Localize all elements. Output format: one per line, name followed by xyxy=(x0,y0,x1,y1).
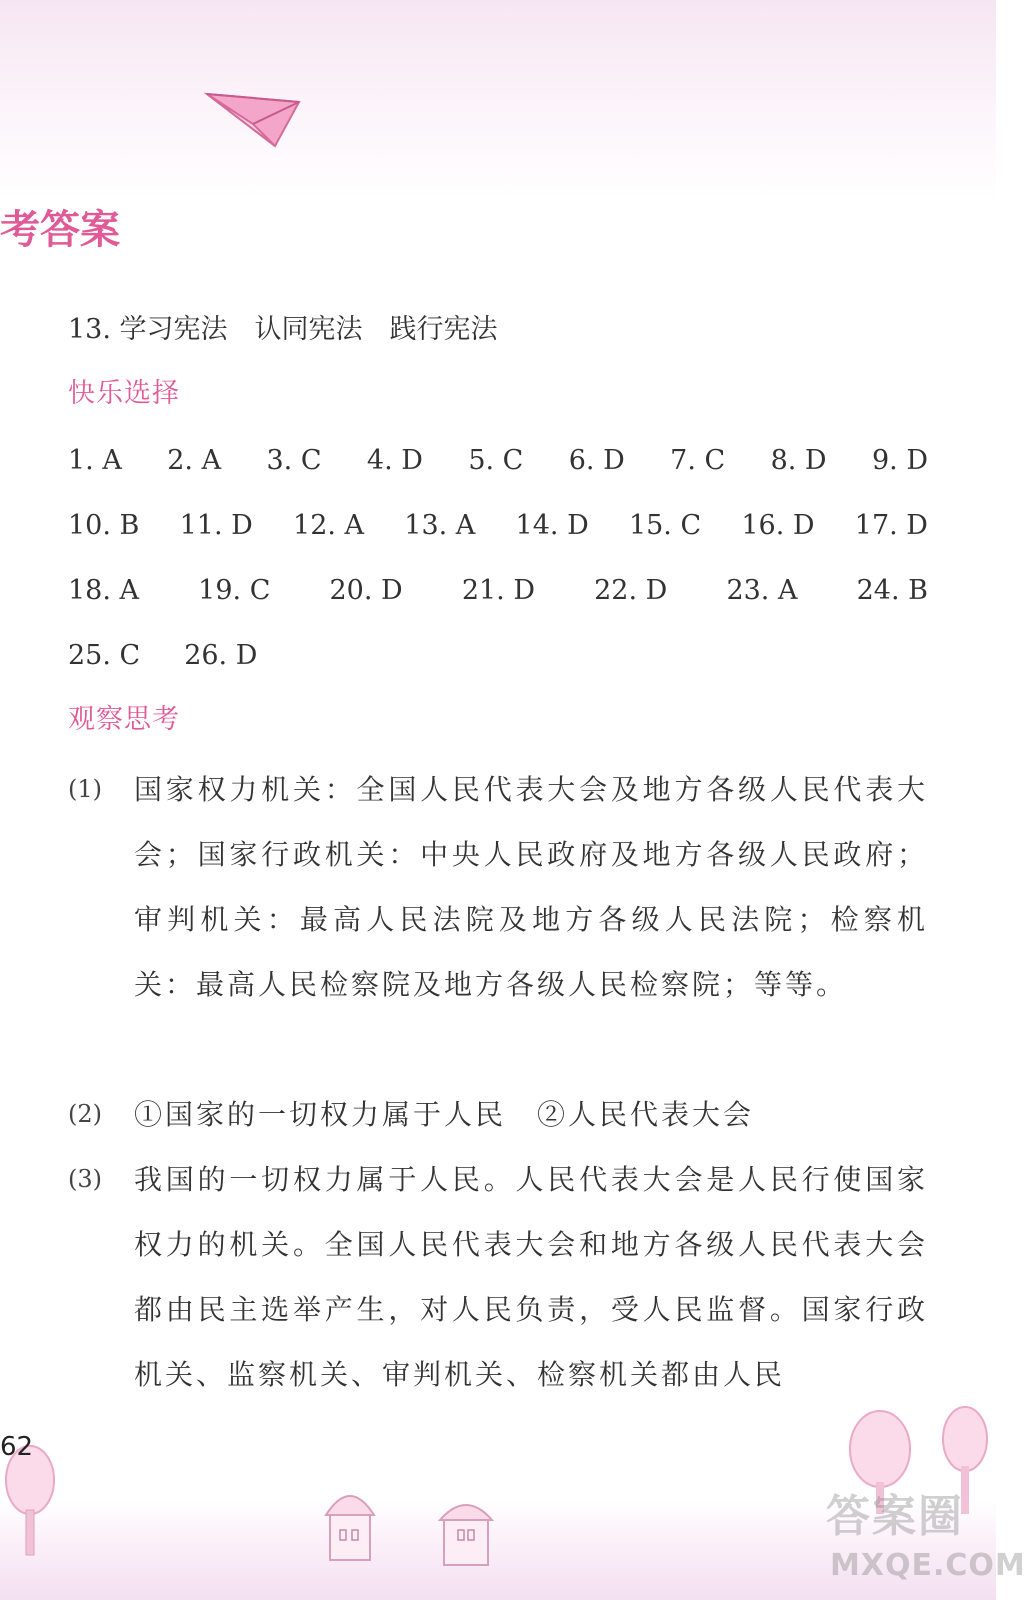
answer-item: 1. A xyxy=(68,444,122,476)
section-heading-observe: 观察思考 xyxy=(68,704,180,735)
section-heading-choice: 快乐选择 xyxy=(68,378,180,409)
observe-item-3 xyxy=(68,1147,928,1407)
answer-item: 11. D xyxy=(179,509,253,541)
answer-item: 5. C xyxy=(468,444,524,476)
answers-row-2 xyxy=(68,505,928,545)
watermark-logo-text: 答案圈 xyxy=(826,1491,964,1542)
watermark-url: MXQE.COM xyxy=(830,1548,1026,1583)
answer-item: 13. A xyxy=(404,509,476,541)
answer-item: 9. D xyxy=(871,444,928,476)
answer-item: 24. B xyxy=(856,574,928,606)
answer-item: 15. C xyxy=(628,509,702,541)
observe-item-2 xyxy=(68,1082,928,1147)
answer-item: 23. A xyxy=(726,574,798,606)
question-13-answer: 13. 学习宪法 认同宪法 践行宪法 xyxy=(68,314,498,345)
answer-item: 4. D xyxy=(366,444,423,476)
header-background xyxy=(0,0,996,200)
answer-item: 18. A xyxy=(68,574,140,606)
answer-item: 20. D xyxy=(329,574,403,606)
answer-item: 3. C xyxy=(266,444,322,476)
answer-item: 16. D xyxy=(741,509,815,541)
answer-item: 26. D xyxy=(184,639,258,671)
house-icon xyxy=(320,1475,380,1565)
answer-item: 12. A xyxy=(293,509,365,541)
answer-item: 8. D xyxy=(770,444,827,476)
answer-item: 2. A xyxy=(167,444,222,476)
answer-item: 10. B xyxy=(68,509,140,541)
answers-row-3 xyxy=(68,570,928,610)
answer-item: 22. D xyxy=(594,574,668,606)
item-text: ①国家的一切权力属于人民 ②人民代表大会 xyxy=(134,1098,755,1131)
answer-item: 6. D xyxy=(568,444,625,476)
page-title: 考答案 xyxy=(0,207,120,253)
answer-item: 17. D xyxy=(854,509,928,541)
item-number: (2) xyxy=(68,1100,102,1128)
watermark xyxy=(826,1470,1026,1600)
answers-row-1 xyxy=(68,440,928,480)
answer-item: 14. D xyxy=(515,509,589,541)
house-icon xyxy=(436,1490,496,1570)
answer-item: 21. D xyxy=(461,574,535,606)
page-number: 62 xyxy=(0,1432,34,1462)
answers-row-4 xyxy=(68,635,928,675)
answer-item: 25. C xyxy=(68,639,141,671)
answer-item: 19. C xyxy=(198,574,271,606)
item-text: 我国的一切权力属于人民。人民代表大会是人民行使国家权力的机关。全国人民代表大会和地方各级人民代表大会都由民主选举产生，对人民负责，受人民监督。国家行政机关、监察机关、审判机关、检察机关都由人民 xyxy=(134,1163,928,1391)
observe-item-1 xyxy=(68,757,928,1017)
item-text: 国家权力机关：全国人民代表大会及地方各级人民代表大会；国家行政机关：中央人民政府及地方各级人民政府；审判机关：最高人民法院及地方各级人民法院；检察机关：最高人民检察院及地方各级人民检察院；等等。 xyxy=(134,773,928,1001)
paper-plane-icon xyxy=(205,88,301,150)
answer-item: 7. C xyxy=(670,444,726,476)
item-number: (3) xyxy=(68,1165,102,1193)
item-number: (1) xyxy=(68,775,102,803)
